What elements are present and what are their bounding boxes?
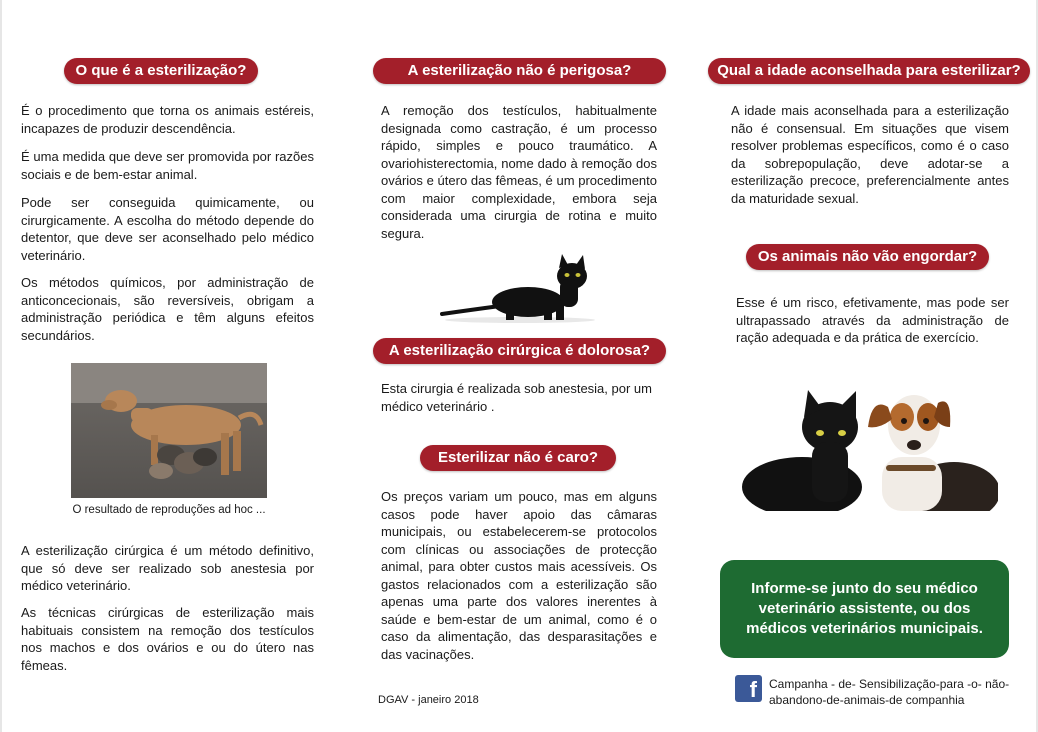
col1-paragraph-5: A esterilização cirúrgica é um método definitivo, que só deve ser realizado sob anestesia por médico veterinário. — [21, 543, 314, 593]
heading-is-it-painful: A esterilização cirúrgica é dolorosa? — [373, 338, 666, 364]
col1-paragraph-2: É uma medida que deve ser promovida por razões sociais e de bem-estar animal. — [21, 149, 314, 182]
page-edge-left — [0, 0, 2, 732]
col1-paragraph-3: Pode ser conseguida quimicamente, ou cirurgicamente. A escolha do método depende do detentor, que deve ser aconselhado pelo médico veterinário. — [21, 195, 314, 263]
cat-and-dog-photo — [742, 387, 998, 511]
contact-vet-callout: Informe-se junto do seu médico veterinário assistente, ou dos médicos veterinários municipais. — [720, 560, 1009, 658]
stray-dog-with-puppies-photo — [71, 363, 267, 498]
col2-paragraph-1: A remoção dos testículos, habitualmente designada como castração, é um processo rápido, simples e pouco traumático. A ovariohisterectomia, nome dado à remoção dos ovários e útero das fêmeas, é um procedimento com maior complexidade, embora seja considerada uma cirurgia de rotina e muito segura. — [381, 103, 657, 241]
black-cat-photo — [440, 254, 600, 324]
photo-caption: O resultado de reproduções ad hoc ... — [72, 504, 266, 516]
heading-is-it-expensive: Esterilizar não é caro? — [420, 445, 616, 471]
col2-paragraph-2: Esta cirurgia é realizada sob anestesia, por um médico veterinário . — [381, 381, 652, 414]
col1-paragraph-6: As técnicas cirúrgicas de esterilização mais habituais consistem na remoção dos testículos nos machos e dos ovários e ou do útero nas fêmeas. — [21, 605, 314, 673]
facebook-icon[interactable]: f — [735, 675, 762, 702]
heading-weight-gain: Os animais não vão engordar? — [746, 244, 989, 270]
col2-paragraph-3: Os preços variam um pouco, mas em alguns casos pode haver apoio das câmaras municipais, ou estabelecerem-se protocolos com clínicas ou associações de protecção animal, para obter custos mais acessíveis. Os gastos relacionados com a esterilização são apenas uma parte dos valores inerentes à saúde e bem-estar de um animal, como é o caso da alimentação, das desparasitações e das vacinações. — [381, 489, 657, 662]
col3-paragraph-1: A idade mais aconselhada para a esterilização não é consensual. Em situações que visem resolver problemas específicos, como é o caso da sobrepopulação, deve adotar-se a esterilização precoce, preferencialmente antes da maturidade sexual. — [731, 103, 1009, 206]
col1-paragraph-1: É o procedimento que torna os animais estéreis, incapazes de produzir descendência. — [21, 103, 314, 136]
footer-date: DGAV - janeiro 2018 — [378, 694, 479, 706]
heading-what-is-sterilization: O que é a esterilização? — [64, 58, 258, 84]
col3-paragraph-2: Esse é um risco, efetivamente, mas pode ser ultrapassado através da administração de ração adequada e da prática de exercício. — [736, 295, 1009, 345]
col1-paragraph-4: Os métodos químicos, por administração de anticoncecionais, são reversíveis, obrigam a administração periódica e têm alguns efeitos secundários. — [21, 275, 314, 343]
heading-not-dangerous: A esterilização não é perigosa? — [373, 58, 666, 84]
heading-recommended-age: Qual a idade aconselhada para esterilizar? — [708, 58, 1030, 84]
facebook-campaign-link[interactable]: Campanha - de- Sensibilização-para -o- não-abandono-de-animais-de companhia — [769, 677, 1010, 707]
